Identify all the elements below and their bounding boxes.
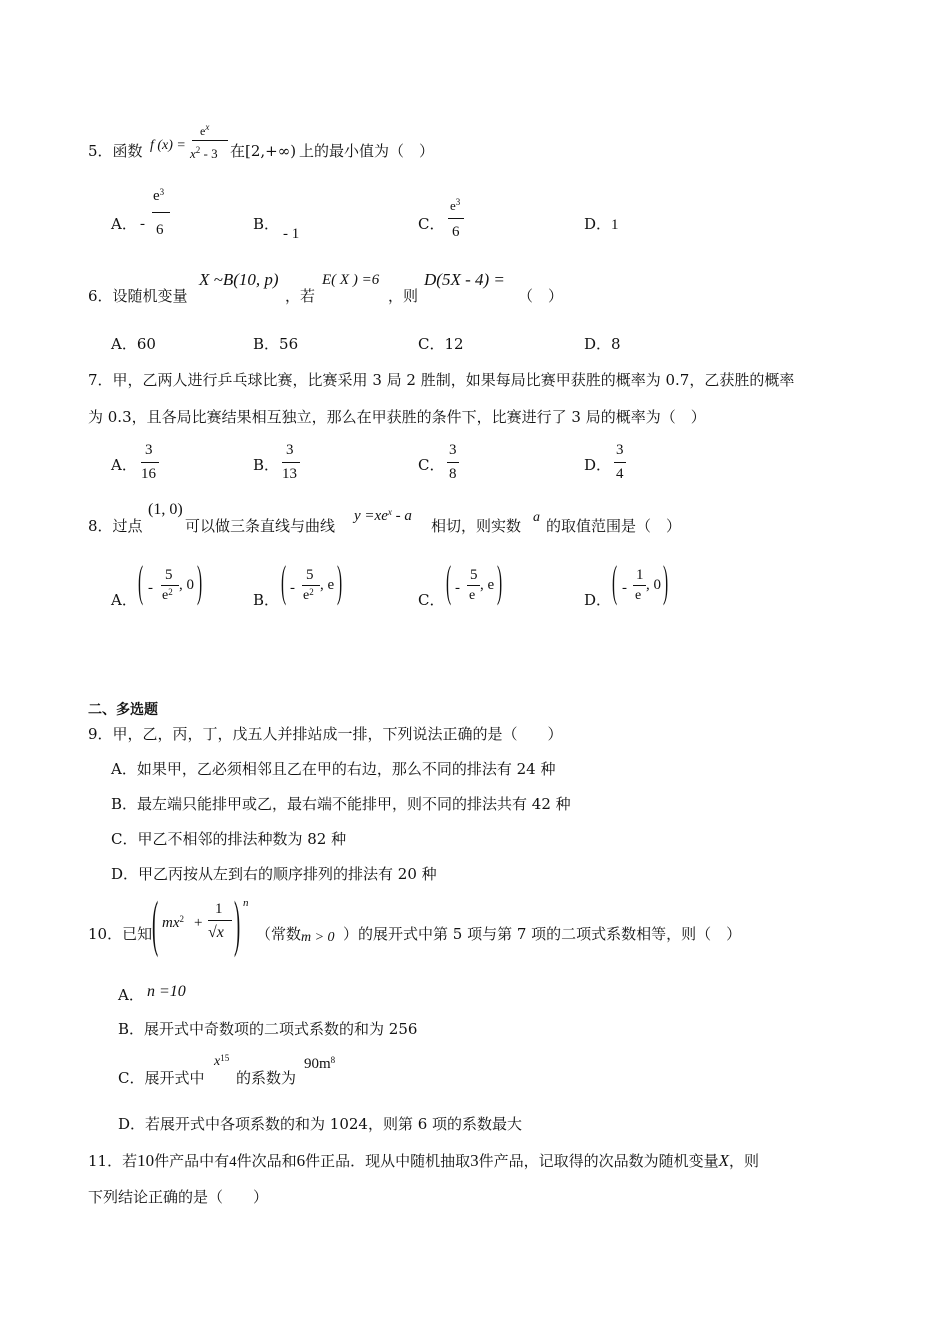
q10-const: （常数: [256, 925, 302, 943]
q8-curve: $y =xe^x - a$: [354, 507, 412, 524]
q11-line1: 11．若10件产品中有4件次品和6件正品．现从中随机抽取3件产品，记取得的次品数为随机变量X，则: [88, 1151, 760, 1170]
q5-opt-c-label: C．: [418, 215, 445, 233]
q9-stem: 9．甲，乙，丙，丁，戊五人并排站成一排，下列说法正确的是（ ）: [88, 725, 563, 743]
q5-opt-b-text: - 1: [283, 226, 300, 242]
q10-mx: $mx^2$: [162, 914, 184, 931]
q5-opt-d: D．1: [584, 215, 619, 233]
q8-opt-a-lparen: (: [138, 557, 144, 606]
q7-opt-b-den: 13: [282, 466, 297, 482]
q8-opt-d-rparen: ): [663, 557, 669, 606]
q8-opt-c-label: C．: [418, 591, 445, 609]
q7-line1: 7．甲，乙两人进行乒乓球比赛，比赛采用 3 局 2 胜制，如果每局比赛甲获胜的概率为 0.7，乙获胜的概率: [88, 371, 795, 389]
q10-opt-d: D．若展开式中各项系数的和为 1024，则第 6 项的系数最大: [118, 1115, 523, 1133]
q8-opt-a-label: A．: [111, 591, 137, 609]
q6-comma2: ，则: [388, 287, 419, 305]
q6-opt-a: A．60: [111, 335, 156, 353]
q8-opt-c-num: 5: [470, 567, 478, 583]
q7-opt-c-label: C．: [418, 456, 445, 474]
q7-opt-c-num: 3: [449, 442, 457, 458]
q8-opt-b-sign: -: [290, 580, 295, 596]
q8-opt-b-num: 5: [306, 567, 314, 583]
q7-opt-a-bar: [141, 462, 159, 463]
q8-opt-b-rparen: ): [337, 557, 343, 606]
q7-opt-b-label: B．: [253, 456, 280, 474]
q8-suffix: 的取值范围是（ ）: [546, 517, 682, 535]
q5-interval: 在[2,+∞): [230, 142, 297, 160]
q10-n: n: [243, 897, 249, 909]
q10-cond: m > 0: [301, 930, 335, 945]
q6-opt-c: C．12: [418, 335, 464, 353]
q8-opt-d-label: D．: [584, 591, 612, 609]
section-heading: 二、多选题: [88, 702, 158, 718]
q10-opt-a-label: A．: [118, 986, 144, 1004]
q9-opt-d: D．甲乙丙按从左到右的顺序排列的排法有 20 种: [111, 865, 437, 883]
q10-prefix: 10．已知: [88, 925, 153, 943]
q10-opt-c-x: $x^{15}$: [214, 1053, 230, 1069]
q8-opt-b-lparen: (: [281, 557, 287, 606]
q7-line2: 为 0.3，且各局比赛结果相互独立，那么在甲获胜的条件下，比赛进行了 3 局的概率为（ ）: [88, 408, 706, 426]
q10-opt-a: n =10: [147, 983, 186, 1000]
q10-opt-c-label: C．展开式中: [118, 1069, 205, 1087]
q9-opt-a: A．如果甲，乙必须相邻且乙在甲的右边，那么不同的排法有 24 种: [111, 760, 556, 778]
q5-prefix: 5．函数: [88, 142, 143, 160]
q10-sqrt: √x: [208, 924, 224, 941]
q5-fx: f (x) =: [150, 138, 186, 153]
q9-opt-b: B．最左端只能排甲或乙，最右端不能排甲，则不同的排法共有 42 种: [111, 795, 571, 813]
q7-opt-c-den: 8: [449, 466, 457, 482]
q10-rparen: ): [234, 890, 241, 958]
q5-opt-c-bar: [448, 218, 464, 219]
q7-opt-b-bar: [282, 462, 300, 463]
q6-dist: X ~B(10, p): [199, 270, 279, 289]
q5-suffix: 上的最小值为（ ）: [299, 142, 435, 160]
q10-opt-c-mid: 的系数为: [236, 1069, 297, 1087]
q8-opt-c-sign: -: [455, 580, 460, 596]
q8-opt-a-sign: -: [148, 580, 153, 596]
q8-mid2: 相切，则实数: [431, 517, 522, 535]
q6-expect: E( X ) =6: [322, 272, 380, 288]
q8-opt-d-sign: -: [622, 580, 627, 596]
q8-opt-c-lparen: (: [446, 557, 452, 606]
q8-a: a: [533, 510, 540, 525]
q8-point: (1, 0): [148, 501, 183, 518]
q5-opt-a-num: $e^3$: [153, 187, 165, 204]
q8-opt-b-label: B．: [253, 591, 280, 609]
q5-opt-a-bar: [152, 212, 170, 213]
q8-opt-c-tail: , e: [480, 577, 495, 593]
q7-opt-a-den: 16: [141, 466, 156, 482]
q7-opt-c-bar: [447, 462, 459, 463]
q7-opt-d-bar: [614, 462, 626, 463]
q5-opt-a-sign: -: [140, 216, 145, 232]
q6-comma1: ，若: [285, 287, 316, 305]
q9-opt-c: C．甲乙不相邻的排法种数为 82 种: [111, 830, 347, 848]
q6-opt-b: B．56: [253, 335, 299, 353]
q7-opt-a-label: A．: [111, 456, 137, 474]
q5-opt-a-den: 6: [156, 222, 164, 238]
q5-frac-num: $e^x$: [200, 122, 210, 138]
q8-opt-c-rparen: ): [497, 557, 503, 606]
q8-opt-d-den: e: [635, 588, 642, 603]
q10-frac-bar: [208, 920, 232, 921]
q6-prefix: 6．设随机变量: [88, 287, 188, 305]
q8-opt-a-tail: , 0: [179, 577, 194, 593]
q5-frac-den: $x^2 - 3$: [190, 145, 218, 161]
q8-opt-a-rparen: ): [197, 557, 203, 606]
q5-opt-c-num: $e^3$: [450, 197, 461, 213]
q8-opt-d-num: 1: [636, 567, 644, 583]
q8-opt-b-den: $e^2$: [303, 587, 314, 603]
q8-opt-a-den: $e^2$: [162, 587, 173, 603]
q10-frac-num: 1: [215, 901, 223, 917]
q6-opt-d: D．8: [584, 335, 621, 353]
q10-plus: +: [194, 915, 203, 931]
q10-lparen: (: [152, 890, 159, 958]
q8-opt-b-tail: , e: [320, 577, 335, 593]
q5-opt-c-den: 6: [452, 224, 460, 240]
q8-opt-a-num: 5: [165, 567, 173, 583]
q7-opt-d-num: 3: [616, 442, 624, 458]
q5-frac-bar: [192, 140, 228, 141]
q8-opt-d-lparen: (: [612, 557, 618, 606]
q10-opt-c-val: $90m^8$: [304, 1055, 336, 1072]
q10-opt-b: B．展开式中奇数项的二项式系数的和为 256: [118, 1020, 418, 1038]
q6-var: D(5X - 4) =: [424, 270, 505, 289]
q10-suffix: ）的展开式中第 5 项与第 7 项的二项式系数相等，则（ ）: [343, 925, 742, 943]
q7-opt-a-num: 3: [145, 442, 153, 458]
q7-opt-d-label: D．: [584, 456, 612, 474]
q5-opt-a-label: A．: [111, 215, 137, 233]
q8-opt-d-tail: , 0: [646, 577, 661, 593]
q5-opt-b-label: B．: [253, 215, 280, 233]
q7-opt-b-num: 3: [286, 442, 294, 458]
q8-mid: 可以做三条直线与曲线: [185, 517, 336, 535]
q6-suffix: （ ）: [518, 287, 564, 305]
q11-line2: 下列结论正确的是（ ）: [88, 1188, 269, 1206]
q8-prefix: 8．过点: [88, 517, 143, 535]
q8-opt-c-den: e: [469, 588, 476, 603]
q7-opt-d-den: 4: [616, 466, 624, 482]
